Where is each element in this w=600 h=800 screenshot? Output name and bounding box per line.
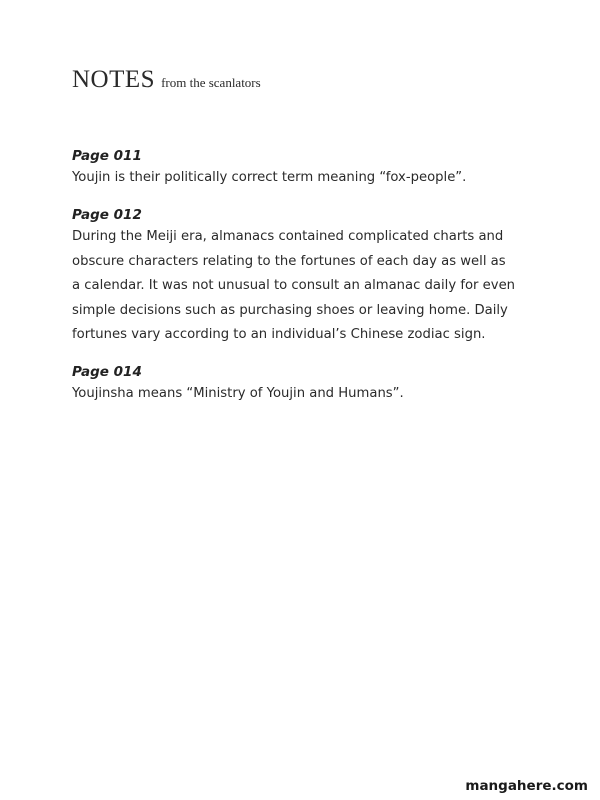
note-text-line: a calendar. It was not unusual to consult an almanac daily for even [72, 278, 516, 294]
note-text-line: During the Meiji era, almanacs contained complicated charts and [72, 229, 504, 245]
note-text-line: fortunes vary according to an individual’s Chinese zodiac sign. [72, 327, 486, 343]
note-page-011 [72, 146, 512, 190]
note-page-014 [72, 362, 512, 406]
notes-header [72, 66, 261, 94]
note-text-line: obscure characters relating to the fortunes of each day as well as [72, 253, 506, 269]
note-text-line: Youjinsha means “Ministry of Youjin and Humans”. [72, 386, 404, 402]
note-text-line: simple decisions such as purchasing shoes or leaving home. Daily [72, 302, 508, 318]
note-text-line: Youjin is their politically correct term meaning “fox-people”. [72, 170, 467, 185]
note-page-number: Page 014 [72, 364, 142, 381]
watermark-link[interactable]: mangahere.com [465, 778, 588, 794]
header-title: NOTES [72, 66, 156, 93]
note-page-number: Page 012 [72, 207, 142, 224]
note-page-number: Page 011 [72, 148, 142, 164]
notes-list [72, 146, 516, 422]
header-subtitle: from the scanlators [161, 75, 261, 90]
note-page-012 [72, 205, 516, 347]
